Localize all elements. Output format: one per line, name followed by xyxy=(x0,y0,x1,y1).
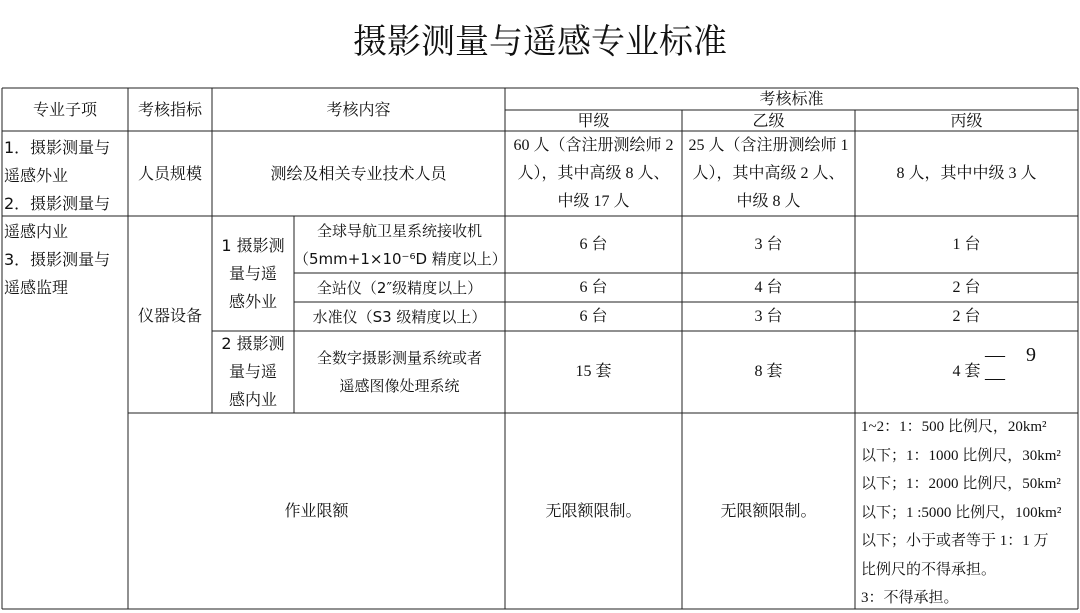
equipment-photogrammetry-a: 15 套 xyxy=(575,363,612,380)
equipment-item-gnss xyxy=(294,216,505,273)
equipment-total-station-b: 4 台 xyxy=(754,278,783,296)
header-grade-c: 丙级 xyxy=(950,110,983,130)
personnel-grade-a xyxy=(505,131,682,216)
personnel-grade-b xyxy=(682,131,855,216)
equipment-group-field xyxy=(212,216,294,331)
equipment-item-total-station: 全站仪（2″级精度以上） xyxy=(316,278,483,297)
limit-grade-c xyxy=(857,413,1078,609)
personnel-content: 测绘及相关专业技术人员 xyxy=(270,163,447,183)
subitems-text: 1．摄影测量与 遥感外业 2．摄影测量与 遥感内业 3．摄影测量与 遥感监理 xyxy=(4,138,111,297)
limit-grade-c-text: 1~2：1：500 比例尺，20km² 以下；1：1000 比例尺，30km² 以下；1：2000 比例尺，50km² 以下；1 :5000 比例尺，100km² 以下；小于或者等于 1：1 万 比例尺的不得承担。 3：不得承担。 xyxy=(861,419,1062,606)
limit-label: 作业限额 xyxy=(284,501,349,520)
page-number: — 9 — xyxy=(985,344,1044,389)
header-indicator: 考核指标 xyxy=(137,99,202,119)
personnel-grade-b-text: 25 人（含注册测绘师 1 人），其中高级 2 人、 中级 8 人 xyxy=(688,136,849,210)
personnel-grade-c: 8 人，其中中级 3 人 xyxy=(896,164,1037,182)
header-subitem: 专业子项 xyxy=(32,99,97,119)
header-grade-b: 乙级 xyxy=(752,110,785,130)
equipment-item-photogrammetry-text: 全数字摄影测量系统或者 遥感图像处理系统 xyxy=(316,349,482,395)
equipment-level-a: 6 台 xyxy=(579,307,608,325)
header-standard: 考核标准 xyxy=(759,89,824,108)
limit-grade-b: 无限额限制。 xyxy=(720,501,817,520)
header-grade-a: 甲级 xyxy=(577,110,610,130)
equipment-gnss-c: 1 台 xyxy=(952,235,981,253)
equipment-level-c: 2 台 xyxy=(952,307,981,325)
equipment-item-gnss-text: 全球导航卫星系统接收机 （5mm+1×10⁻⁶D 精度以上） xyxy=(294,221,507,268)
limit-grade-a: 无限额限制。 xyxy=(545,501,642,520)
equipment-group-field-label: 1 摄影测 量与遥 感外业 xyxy=(221,235,285,311)
personnel-indicator: 人员规模 xyxy=(137,163,202,183)
equipment-photogrammetry-b: 8 套 xyxy=(754,363,783,380)
equipment-level-b: 3 台 xyxy=(754,307,783,325)
header-content: 考核内容 xyxy=(326,99,391,119)
page-title: 摄影测量与遥感专业标准 xyxy=(353,22,727,62)
subitems-list xyxy=(4,131,128,301)
equipment-item-level: 水准仪（S3 级精度以上） xyxy=(312,307,487,326)
equipment-indicator-label: 仪器设备 xyxy=(137,306,202,325)
equipment-photogrammetry-c: 4 套 xyxy=(952,363,981,380)
equipment-group-office xyxy=(212,331,294,413)
personnel-grade-a-text: 60 人（含注册测绘师 2 人），其中高级 8 人、 中级 17 人 xyxy=(513,136,674,210)
equipment-gnss-b: 3 台 xyxy=(754,235,783,253)
equipment-gnss-a: 6 台 xyxy=(579,235,608,253)
equipment-total-station-a: 6 台 xyxy=(579,278,608,296)
equipment-total-station-c: 2 台 xyxy=(952,278,981,296)
equipment-item-photogrammetry xyxy=(294,331,505,413)
equipment-group-office-label: 2 摄影测 量与遥 感内业 xyxy=(221,334,285,409)
